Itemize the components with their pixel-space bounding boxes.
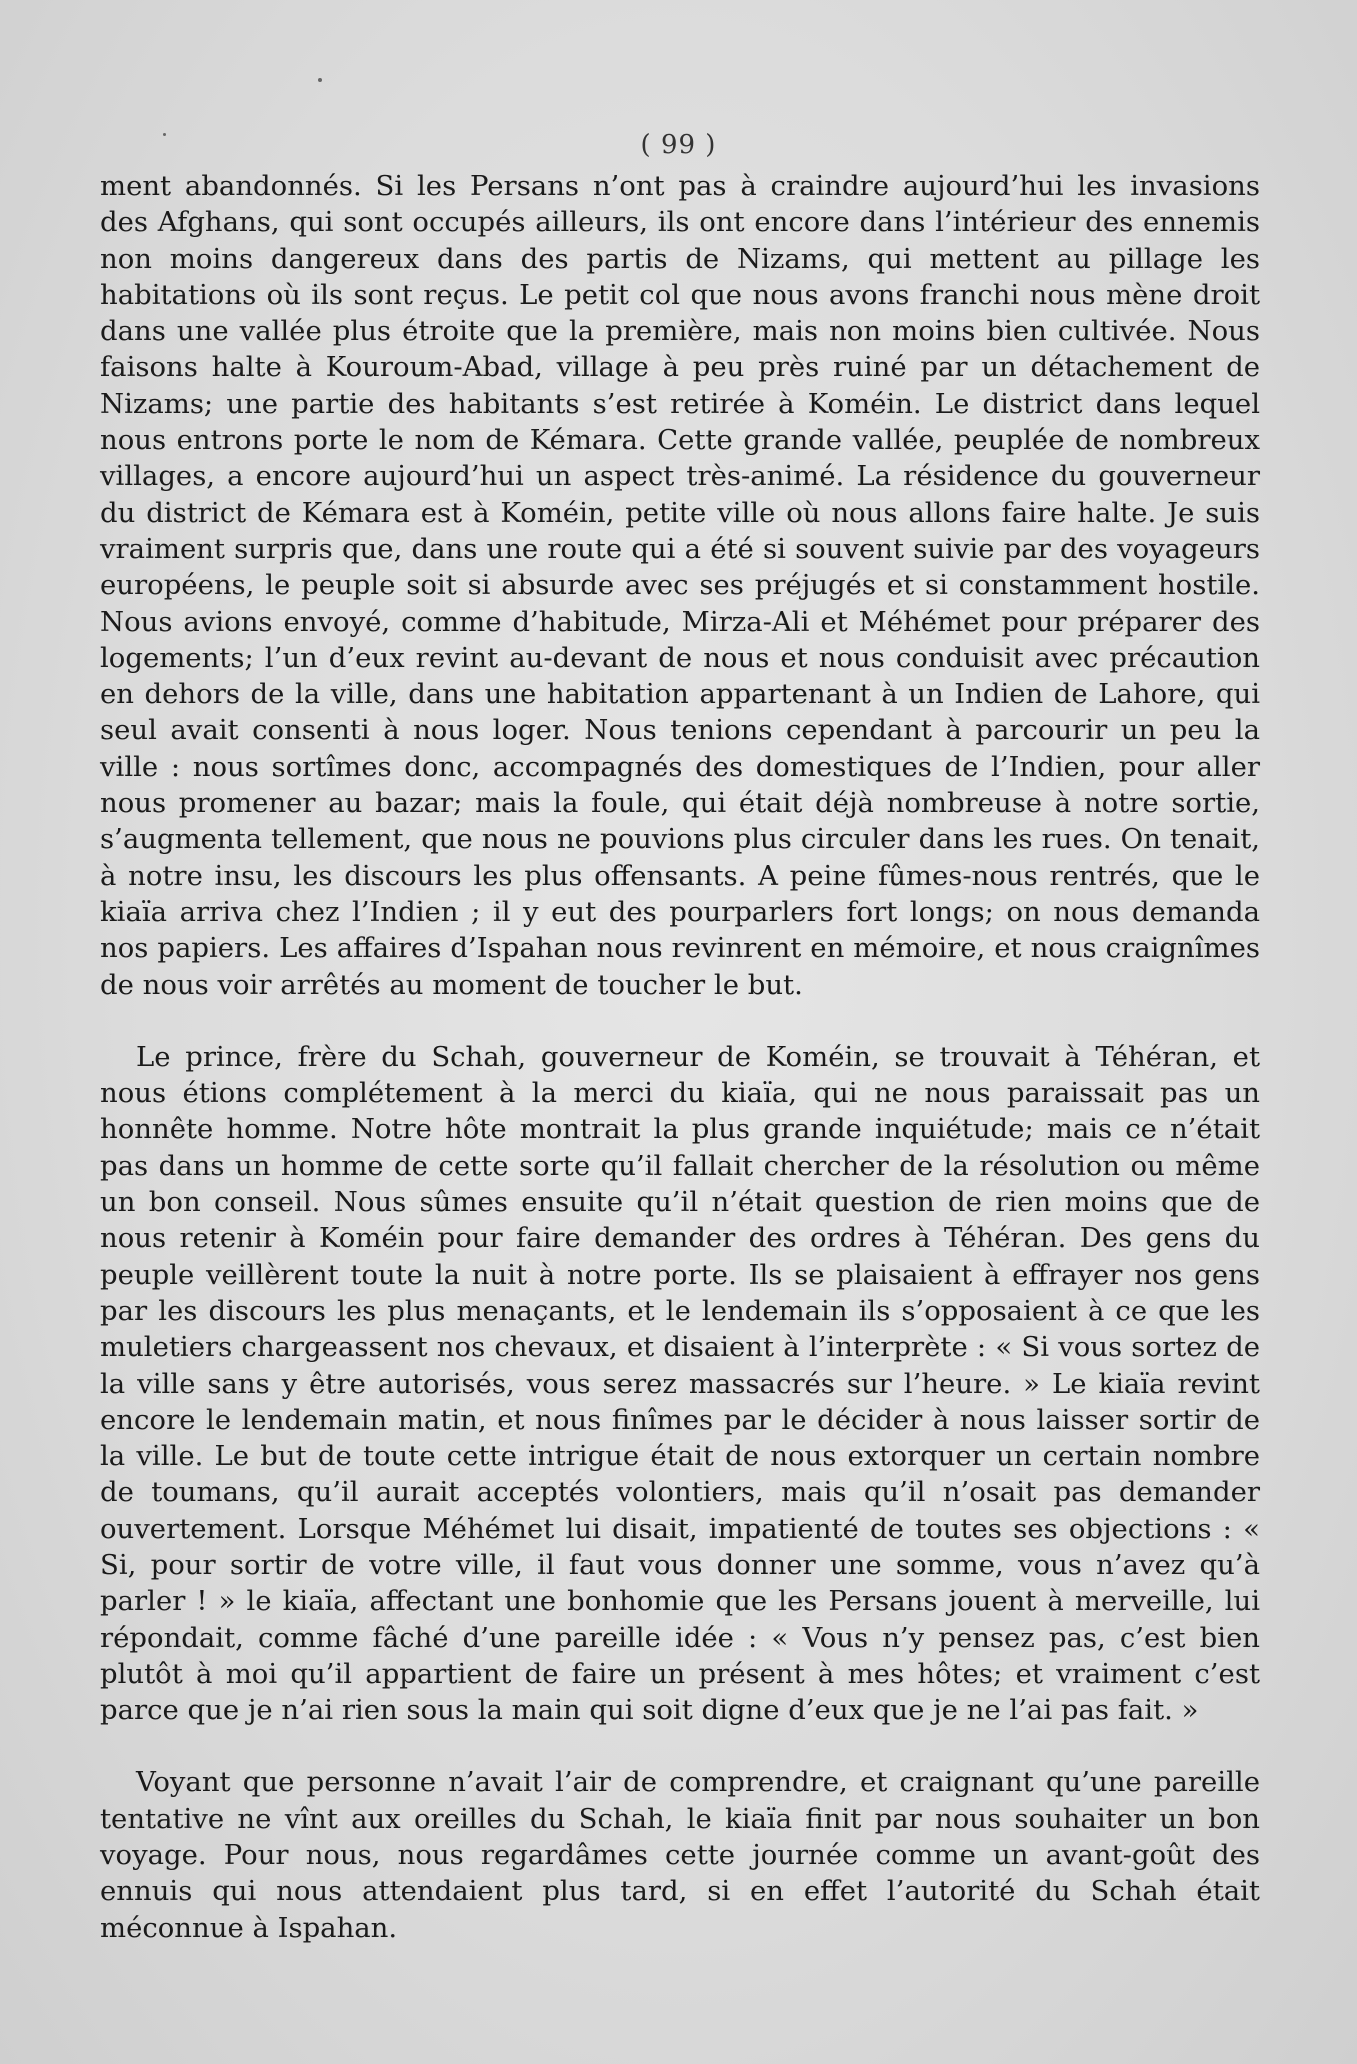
paragraph-2: Le prince, frère du Schah, gouverneur de Koméin, se trouvait à Téhéran, et nous étions complétement à la merci du kiaïa, qui ne nous paraissait pas un honnête homme. Notre hôte montrait la plus grande inquiétude; mais ce n’était pas dans un homme de cette sorte qu’il fallait chercher de la résolution ou même un bon conseil. Nous sûmes ensuite qu’il n’était question de rien moins que de nous retenir à Koméin pour faire demander des ordres à Téhéran. Des gens du peuple veillèrent toute la nuit à notre porte. Ils se plaisaient à effrayer nos gens par les discours les plus menaçants, et le lendemain ils s’opposaient à ce que les muletiers chargeassent nos chevaux, et disaient à l’interprète : « Si vous sortez de la ville sans y être autorisés, vous serez massacrés sur l’heure. » Le kiaïa revint encore le lendemain matin, et nous finîmes par le décider à nous laisser sortir de la ville. Le but de toute cette intrigue était de nous extorquer un certain nombre de toumans, qu’il aurait acceptés volontiers, mais qu’il n’osait pas demander ouvertement. Lorsque Méhémet lui disait, impatienté de toutes ses objections : « Si, pour sortir de votre ville, il faut vous donner une somme, vous n’avez qu’à parler ! » le kiaïa, affectant une bonhomie que les Persans jouent à merveille, lui répondait, comme fâché d’une pareille idée : « Vous n’y pensez pas, c’est bien plutôt à moi qu’il appartient de faire un présent à mes hôtes; et vraiment c’est parce que je n’ai rien sous la main qui soit digne d’eux que je ne l’ai pas fait. » bbox=[100, 1040, 1260, 1727]
body-text bbox=[100, 168, 1260, 1946]
ink-speck bbox=[318, 78, 322, 82]
page-number: ( 99 ) bbox=[640, 130, 717, 160]
paragraph-1: ment abandonnés. Si les Persans n’ont pas à craindre aujourd’hui les invasions des Afghans, qui sont occupés ailleurs, ils ont encore dans l’intérieur des ennemis non moins dangereux dans des partis de Nizams, qui mettent au pillage les habitations où ils sont reçus. Le petit col que nous avons franchi nous mène droit dans une vallée plus étroite que la première, mais non moins bien cultivée. Nous faisons halte à Kouroum-Abad, village à peu près ruiné par un détachement de Nizams; une partie des habitants s’est retirée à Koméin. Le district dans lequel nous entrons porte le nom de Kémara. Cette grande vallée, peuplée de nombreux villages, a encore aujourd’hui un aspect très-animé. La résidence du gouverneur du district de Kémara est à Koméin, petite ville où nous allons faire halte. Je suis vraiment surpris que, dans une route qui a été si souvent suivie par des voyageurs européens, le peuple soit si absurde avec ses préjugés et si constamment hostile. Nous avions envoyé, comme d’habitude, Mirza-Ali et Méhémet pour préparer des logements; l’un d’eux revint au-devant de nous et nous conduisit avec précaution en dehors de la ville, dans une habitation appartenant à un Indien de Lahore, qui seul avait consenti à nous loger. Nous tenions cependant à parcourir un peu la ville : nous sortîmes donc, accompagnés des domestiques de l’Indien, pour aller nous promener au bazar; mais la foule, qui était déjà nombreuse à notre sortie, s’augmenta tellement, que nous ne pouvions plus circuler dans les rues. On tenait, à notre insu, les discours les plus offensants. A peine fûmes-nous rentrés, que le kiaïa arriva chez l’Indien ; il y eut des pourparlers fort longs; on nous demanda nos papiers. Les affaires d’Ispahan nous revinrent en mémoire, et nous craignîmes de nous voir arrêtés au moment de toucher le but. bbox=[100, 170, 1260, 1001]
paragraph-3: Voyant que personne n’avait l’air de comprendre, et craignant qu’une pareille tentative ne vînt aux oreilles du Schah, le kiaïa finit par nous souhaiter un bon voyage. Pour nous, nous regardâmes cette journée comme un avant-goût des ennuis qui nous attendaient plus tard, si en effet l’autorité du Schah était méconnue à Ispahan. bbox=[100, 1766, 1260, 1944]
